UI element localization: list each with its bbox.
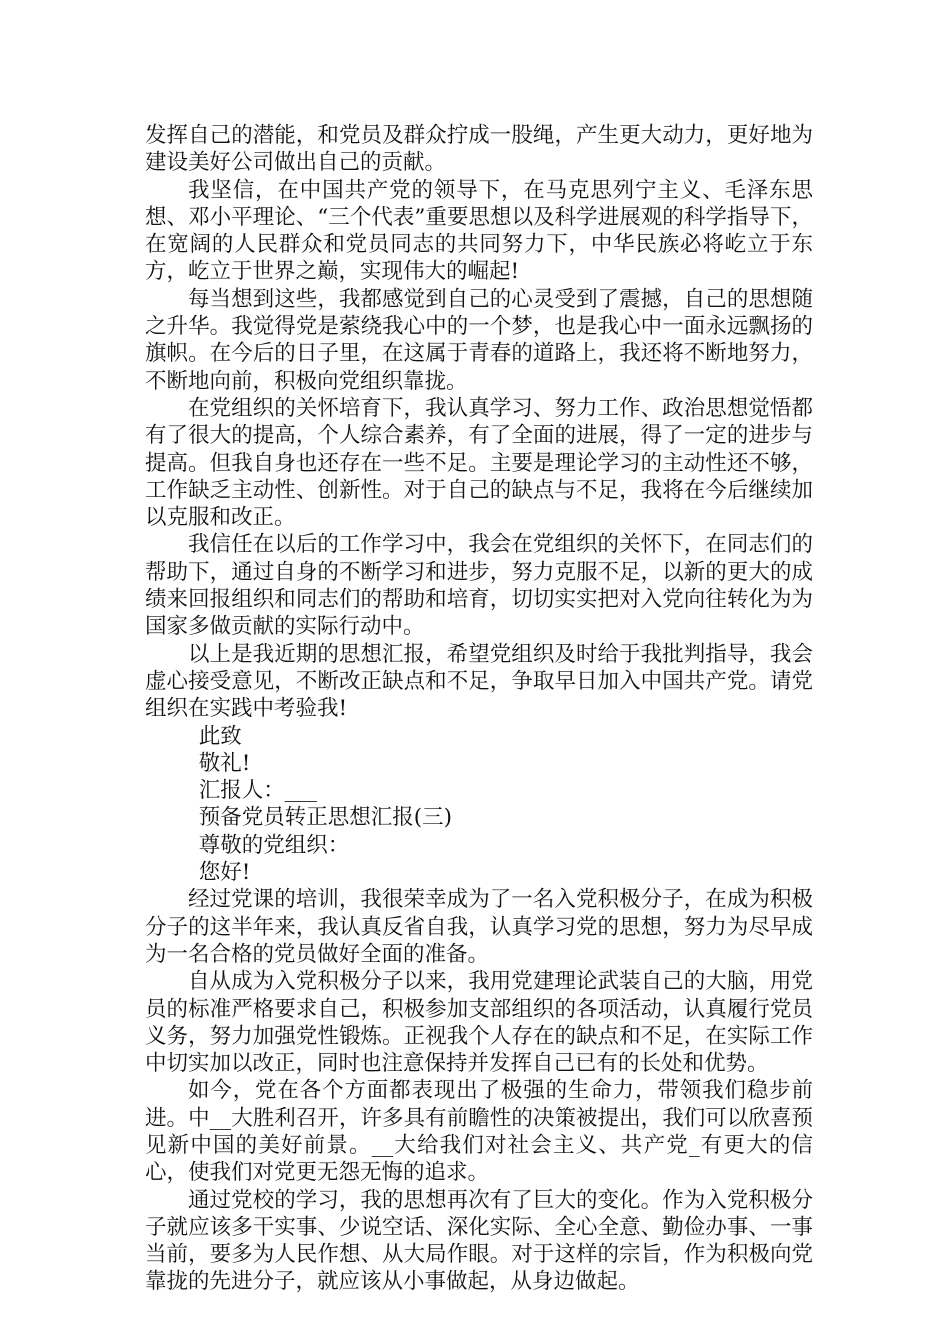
paragraph: 如今，党在各个方面都表现出了极强的生命力，带领我们稳步前进。中__大胜利召开，许多具有前瞻性的决策被提出，我们可以欣喜预见新中国的美好前景。__大给我们对社会主义、共产党_有更大的信心，使我们对党更无怨无悔的追求。	[145, 1078, 813, 1186]
closing-regards: 敬礼!	[198, 750, 251, 776]
reporter-line: 汇报人：___	[198, 778, 318, 804]
greeting: 您好!	[198, 860, 251, 886]
paragraph: 自从成为入党积极分子以来，我用党建理论武装自己的大脑，用党员的标准严格要求自己，积极参加支部组织的各项活动，认真履行党员义务，努力加强党性锻炼。正视我个人存在的缺点和不足，在实际工作中切实加以改正，同时也注意保持并发挥自己已有的长处和优势。	[145, 969, 813, 1077]
paragraph: 在党组织的关怀培育下，我认真学习、努力工作、政治思想觉悟都有了很大的提高，个人综合素养，有了全面的进展，得了一定的进步与提高。但我自身也还存在一些不足。主要是理论学习的主动性还不够，工作缺乏主动性、创新性。对于自己的缺点与不足，我将在今后继续加以克服和改正。	[145, 395, 813, 531]
paragraph: 我信任在以后的工作学习中，我会在党组织的关怀下，在同志们的帮助下，通过自身的不断学习和进步，努力克服不足，以新的更大的成绩来回报组织和同志们的帮助和培育，切切实实把对入党向往转化为为国家多做贡献的实际行动中。	[145, 532, 813, 640]
paragraph: 每当想到这些，我都感觉到自己的心灵受到了震撼，自己的思想随之升华。我觉得党是萦绕我心中的一个梦，也是我心中一面永远飘扬的旗帜。在今后的日子里，在这属于青春的道路上，我还将不断地努力，不断地向前，积极向党组织靠拢。	[145, 286, 813, 394]
paragraph: 发挥自己的潜能，和党员及群众拧成一股绳，产生更大动力，更好地为建设美好公司做出自己的贡献。	[145, 123, 813, 176]
section-title: 预备党员转正思想汇报(三)	[198, 805, 453, 831]
paragraph: 经过党课的培训，我很荣幸成为了一名入党积极分子，在成为积极分子的这半年来，我认真反省自我，认真学习党的思想，努力为尽早成为一名合格的党员做好全面的准备。	[145, 887, 813, 967]
document-body	[145, 122, 813, 1296]
paragraph: 通过党校的学习，我的思想再次有了巨大的变化。作为入党积极分子就应该多干实事、少说空话、深化实际、全心全意、勤俭办事、一事当前，要多为人民作想、从大局作眼。对于这样的宗旨，作为积极向党靠拢的先进分子，就应该从小事做起，从身边做起。	[145, 1187, 813, 1295]
paragraph: 我坚信，在中国共产党的领导下，在马克思列宁主义、毛泽东思想、邓小平理论、“三个代表”重要思想以及科学进展观的科学指导下，在宽阔的人民群众和党员同志的共同努力下，中华民族必将屹立于东方，屹立于世界之巅，实现伟大的崛起!	[145, 177, 813, 285]
paragraph: 以上是我近期的思想汇报，希望党组织及时给于我批判指导，我会虚心接受意见，不断改正缺点和不足，争取早日加入中国共产党。请党组织在实践中考验我!	[145, 641, 813, 722]
closing-salutation: 此致	[198, 723, 242, 749]
greeting-addressee: 尊敬的党组织：	[198, 832, 350, 858]
